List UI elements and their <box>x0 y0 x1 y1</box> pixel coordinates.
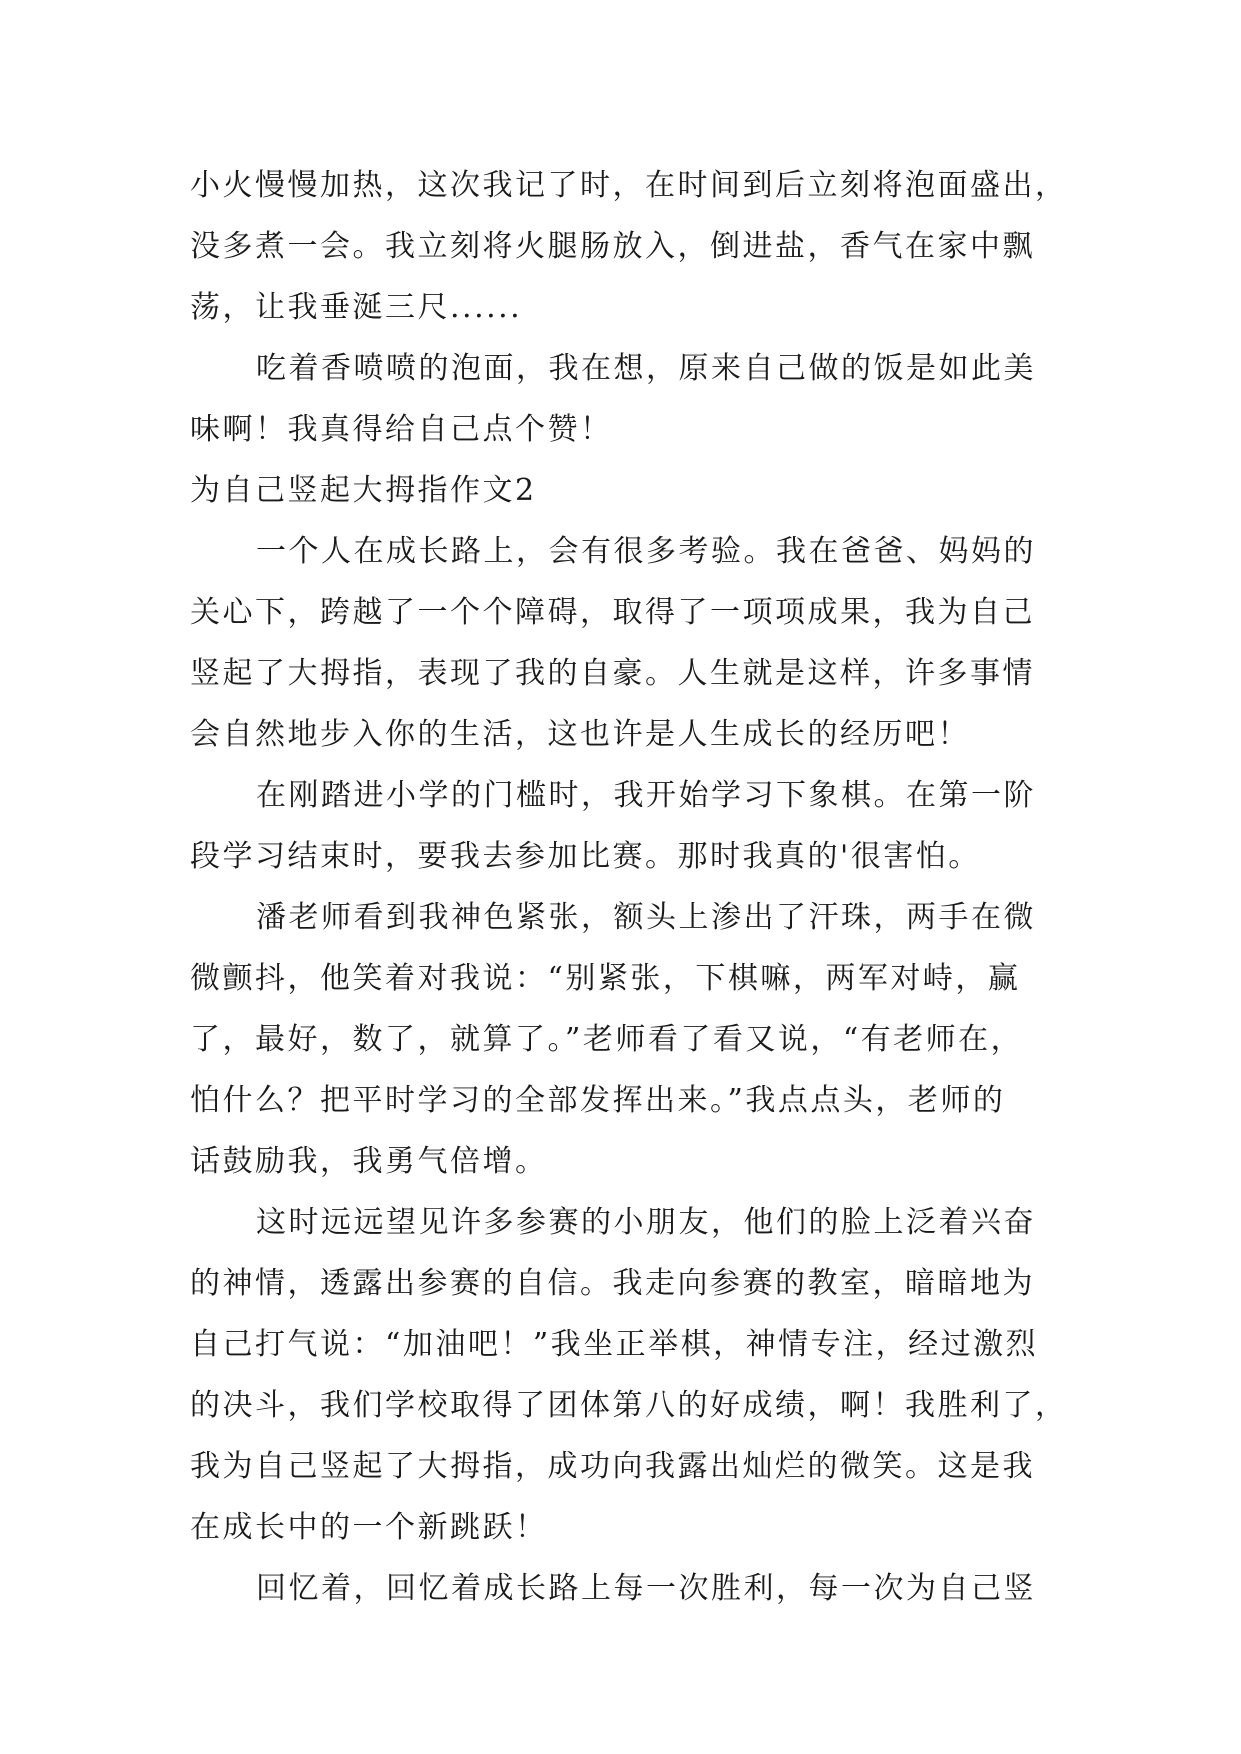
text-line: 小火慢慢加热，这次我记了时，在时间到后立刻将泡面盛出， <box>190 168 1068 203</box>
text-line: 荡，让我垂涎三尺...... <box>190 290 523 325</box>
text-line: 没多煮一会。我立刻将火腿肠放入，倒进盐，香气在家中飘 <box>190 229 1035 264</box>
text-line: 在成长中的一个新跳跃！ <box>190 1510 548 1545</box>
text-line: 竖起了大拇指，表现了我的自豪。人生就是这样，许多事情 <box>190 656 1035 691</box>
text-line: 段学习结束时，要我去参加比赛。那时我真的'很害怕。 <box>190 839 981 874</box>
text-line: 的神情，透露出参赛的自信。我走向参赛的教室，暗暗地为 <box>190 1266 1035 1301</box>
text-line: 的决斗，我们学校取得了团体第八的好成绩，啊！我胜利了， <box>190 1388 1068 1423</box>
text-line: 微颤抖，他笑着对我说：“别紧张，下棋嘛，两军对峙，赢 <box>190 961 1021 996</box>
paragraph-first-line: 这时远远望见许多参赛的小朋友，他们的脸上泛着兴奋 <box>256 1205 1036 1240</box>
text-line: 话鼓励我，我勇气倍增。 <box>190 1144 548 1179</box>
paragraph-first-line: 在刚踏进小学的门槛时，我开始学习下象棋。在第一阶 <box>256 778 1036 813</box>
paragraph-first-line: 一个人在成长路上，会有很多考验。我在爸爸、妈妈的 <box>256 534 1036 569</box>
essay-body <box>190 155 1070 1619</box>
paragraph-first-line: 回忆着，回忆着成长路上每一次胜利，每一次为自己竖 <box>256 1571 1036 1606</box>
section-heading: 为自己竖起大拇指作文2 <box>190 473 537 508</box>
text-line: 了，最好，数了，就算了。”老师看了看又说，“有老师在， <box>190 1022 1024 1057</box>
text-line: 关心下，跨越了一个个障碍，取得了一项项成果，我为自己 <box>190 595 1035 630</box>
text-line: 自己打气说：“加油吧！”我坐正举棋，神情专注，经过激烈 <box>190 1327 1039 1362</box>
paragraph-first-line: 潘老师看到我神色紧张，额头上渗出了汗珠，两手在微 <box>256 900 1036 935</box>
text-line: 怕什么？把平时学习的全部发挥出来。”我点点头，老师的 <box>190 1083 1006 1118</box>
text-line: 会自然地步入你的生活，这也许是人生成长的经历吧！ <box>190 717 970 752</box>
paragraph-first-line: 吃着香喷喷的泡面，我在想，原来自己做的饭是如此美 <box>256 351 1036 386</box>
text-line: 味啊！我真得给自己点个赞！ <box>190 412 613 447</box>
text-line: 我为自己竖起了大拇指，成功向我露出灿烂的微笑。这是我 <box>190 1449 1035 1484</box>
